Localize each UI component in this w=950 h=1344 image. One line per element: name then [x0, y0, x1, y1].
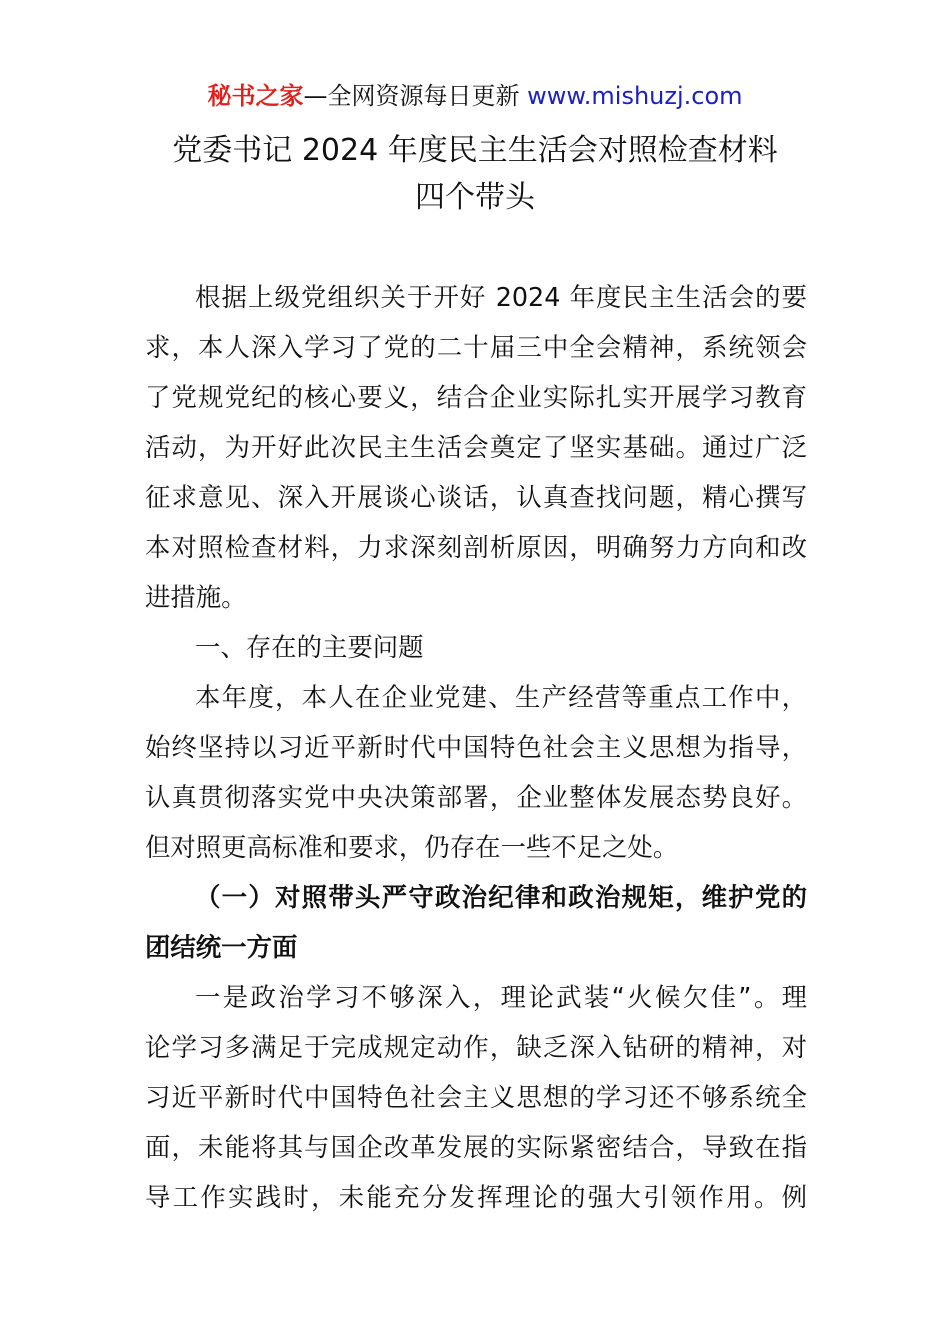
subsection-heading: 团结统一方面 [145, 932, 298, 962]
document-subtitle: 四个带头 [415, 180, 535, 215]
paragraph-line: 导工作实践时，未能充分发挥理论的强大引领作用。例 [145, 1182, 807, 1212]
paragraph-line: 但对照更高标准和要求，仍存在一些不足之处。 [145, 832, 679, 862]
paragraph-line: 了党规党纪的核心要义，结合企业实际扎实开展学习教育 [145, 382, 807, 412]
paragraph-line: 论学习多满足于完成规定动作，缺乏深入钻研的精神，对 [145, 1032, 807, 1062]
document-title: 党委书记 2024 年度民主生活会对照检查材料 [172, 133, 778, 168]
paragraph-line: 进措施。 [145, 582, 247, 612]
paragraph-line: 求，本人深入学习了党的二十届三中全会精神，系统领会 [145, 332, 807, 362]
paragraph-line: 征求意见、深入开展谈心谈话，认真查找问题，精心撰写 [145, 482, 807, 512]
paragraph-line: 根据上级党组织关于开好 2024 年度民主生活会的要 [195, 282, 807, 312]
paragraph-line: 始终坚持以习近平新时代中国特色社会主义思想为指导， [145, 732, 807, 762]
site-url-link[interactable]: www.mishuzj.com [527, 82, 743, 110]
paragraph-line: 本年度，本人在企业党建、生产经营等重点工作中， [195, 682, 807, 712]
paragraph-line: 活动，为开好此次民主生活会奠定了坚实基础。通过广泛 [145, 432, 807, 462]
section-heading: 一、存在的主要问题 [195, 632, 424, 662]
paragraph-line: 一是政治学习不够深入，理论武装“火候欠佳”。理 [195, 982, 807, 1012]
paragraph-line: 本对照检查材料，力求深刻剖析原因，明确努力方向和改 [145, 532, 807, 562]
paragraph-line: 认真贯彻落实党中央决策部署，企业整体发展态势良好。 [145, 782, 807, 812]
site-name: 秘书之家 [207, 82, 304, 110]
document-body [145, 272, 807, 1222]
subsection-heading: （一）对照带头严守政治纪律和政治规矩，维护党的 [195, 882, 807, 912]
paragraph-line: 面，未能将其与国企改革发展的实际紧密结合，导致在指 [145, 1132, 807, 1162]
site-tagline: —全网资源每日更新 [303, 82, 520, 110]
paragraph-line: 习近平新时代中国特色社会主义思想的学习还不够系统全 [145, 1082, 807, 1112]
site-banner [0, 78, 950, 114]
